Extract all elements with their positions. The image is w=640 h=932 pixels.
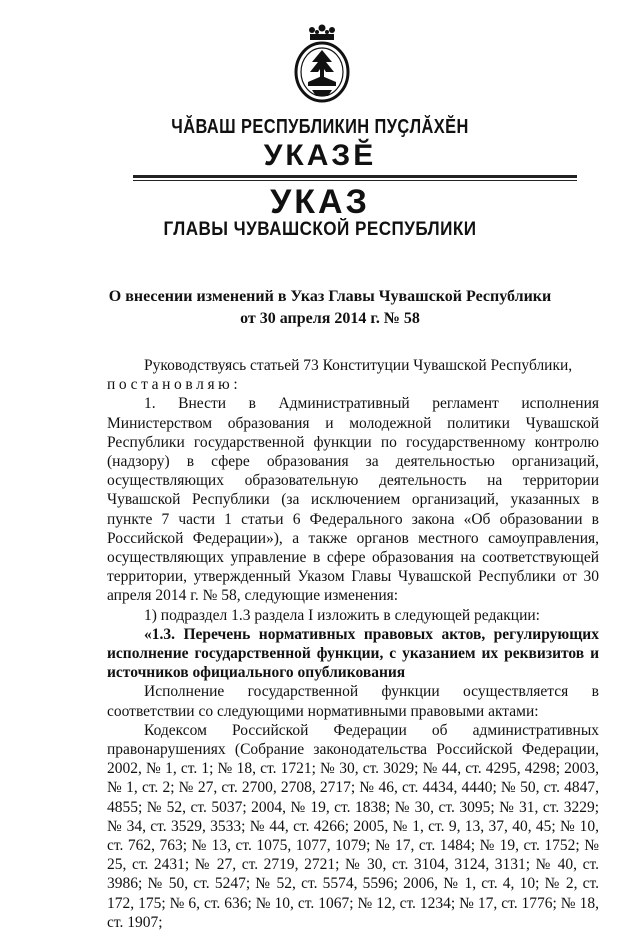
document-subject xyxy=(60,286,600,330)
header-divider-thick xyxy=(133,175,577,178)
coat-of-arms-icon xyxy=(290,24,354,104)
subject-line-2: от 30 апреля 2014 г. № 58 xyxy=(240,310,420,327)
item-1-paragraph: 1. Внести в Административный регламент исполнения Министерством образования и молодежной политики Чувашской Республики государственной функции по государственному контролю (надзору) в сфере образования за деятельностью организаций, осуществляющих образовательную деятельность на территории Чувашской Республики (за исключением организаций, указанных в пункте 7 части 1 статьи 6 Федерального закона «Об образовании в Российской Федерации»), а также органов местного самоуправления, осуществляющих управление в сфере образования на соответствующей территории, утвержденный Указом Главы Чувашской Республики от 30 апреля 2014 г. № 58, следующие изменения: xyxy=(107,395,599,605)
header-divider-thin xyxy=(133,180,577,181)
russian-subtitle: ГЛАВЫ ЧУВАШСКОЙ РЕСПУБЛИКИ xyxy=(163,219,477,240)
preamble-paragraph: Руководствуясь статьей 73 Конституции Чувашской Республики, xyxy=(144,357,573,374)
document-body xyxy=(107,356,599,932)
subject-line-1: О внесении изменений в Указ Главы Чувашской Республики xyxy=(108,288,552,305)
subitem-1-paragraph: 1) подраздел 1.3 раздела I изложить в следующей редакции: xyxy=(144,606,540,624)
chuvash-title: УКАЗĔ xyxy=(263,139,377,172)
section-1-3-heading: «1.3. Перечень нормативных правовых актов, регулирующих исполнение государственной функции, с указанием их реквизитов и источников официального опубликования xyxy=(107,625,599,682)
acts-paragraph: Исполнение государственной функции осуществляется в соответствии со следующими нормативными правовыми актами: xyxy=(107,683,599,720)
decree-word: постановляю: xyxy=(107,376,242,394)
russian-title: УКАЗ xyxy=(270,183,370,221)
koap-paragraph: Кодексом Российской Федерации об административных правонарушениях (Собрание законодательства Российской Федерации, 2002, № 1, ст. 1; № 18, ст. 1721; № 30, ст. 3029; № 44, ст. 4295, 4298; 2003, № 1, ст. 2; № 27, ст. 2700, 2708, 2717; № 46, ст. 4434, 4440; № 50, ст. 4847, 4855; № 52, ст. 5037; 2004, № 19, ст. 1838; № 30, ст. 3095; № 31, ст. 3229; № 34, ст. 3529, 3533; № 44, ст. 4266; 2005, № 1, ст. 9, 13, 37, 40, 45; № 10, ст. 762, 763; № 13, ст. 1075, 1077, 1079; № 17, ст. 1484; № 19, ст. 1752; № 25, ст. 2431; № 27, ст. 2719, 2721; № 30, ст. 3104, 3124, 3131; № 40, ст. 3986; № 50, ст. 5247; № 52, ст. 5574, 5596; 2006, № 1, ст. 4, 10; № 2, ст. 172, 175; № 6, ст. 636; № 10, ст. 1067; № 12, ст. 1234; № 17, ст. 1776; № 18, ст. 1907; xyxy=(107,721,599,931)
chuvash-header-line: ЧĂВАШ РЕСПУБЛИКИН ПУҪЛĂХĔН xyxy=(171,116,469,138)
